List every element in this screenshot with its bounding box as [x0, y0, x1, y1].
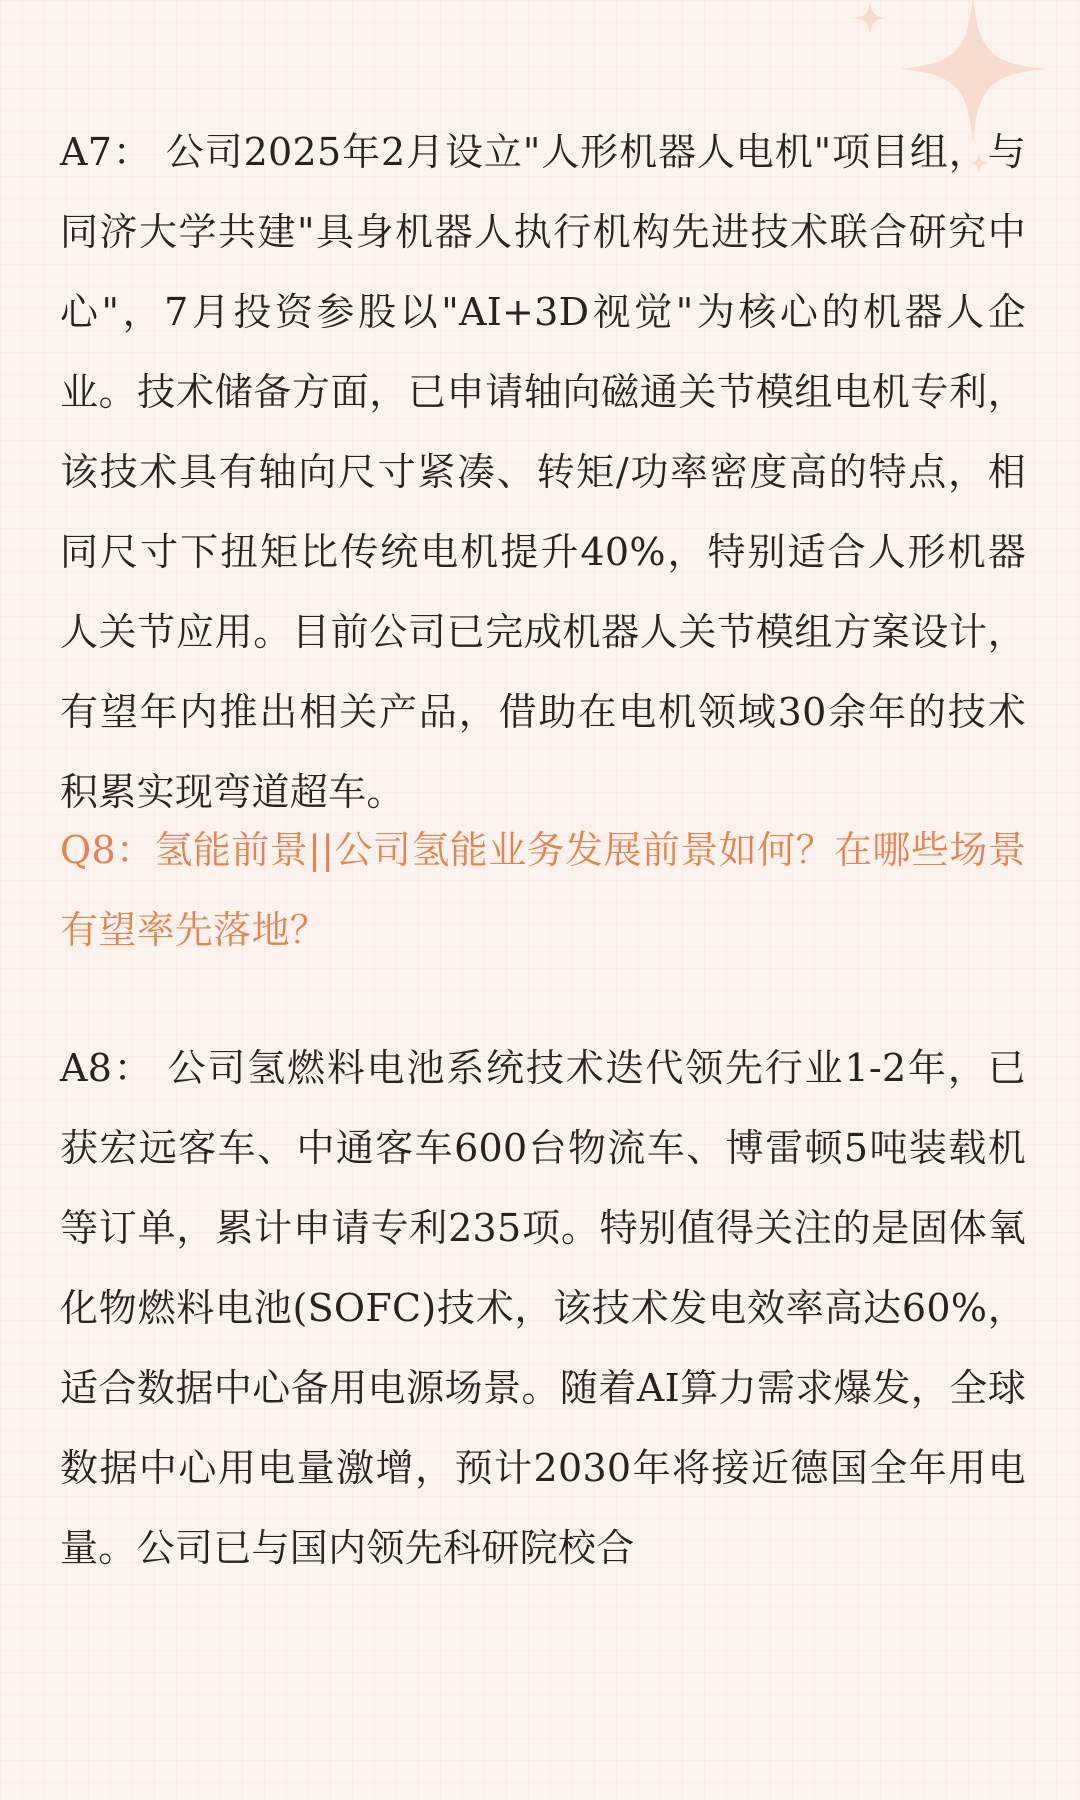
article-body	[60, 112, 1026, 1588]
question-q8: Q8：氢能前景||公司氢能业务发展前景如何？在哪些场景有望率先落地？	[60, 828, 1026, 952]
answer-text: 公司氢燃料电池系统技术迭代领先行业1-2年，已获宏远客车、中通客车600台物流车、博雷顿5吨装载机等订单，累计申请专利235项。特别值得关注的是固体氧化物燃料电池(SOFC)技术，该技术发电效率高达60%，适合数据中心备用电源场景。随着AI算力需求爆发，全球数据中心用电量激增，预计2030年将接近德国全年用电量。公司已与国内领先科研院校合	[60, 1046, 1026, 1570]
answer-label: A7：	[60, 130, 152, 174]
answer-text: 公司2025年2月设立"人形机器人电机"项目组，与同济大学共建"具身机器人执行机构先进技术联合研究中心"，7月投资参股以"AI+3D视觉"为核心的机器人企业。技术储备方面，已申请轴向磁通关节模组电机专利，该技术具有轴向尺寸紧凑、转矩/功率密度高的特点，相同尺寸下扭矩比传统电机提升40%，特别适合人形机器人关节应用。目前公司已完成机器人关节模组方案设计，有望年内推出相关产品，借助在电机领域30余年的技术积累实现弯道超车。	[60, 130, 1026, 814]
sparkle-icon	[852, 0, 888, 36]
answer-a7	[60, 112, 1026, 814]
answer-a8	[60, 1028, 1026, 1588]
answer-label: A8：	[60, 1046, 154, 1090]
